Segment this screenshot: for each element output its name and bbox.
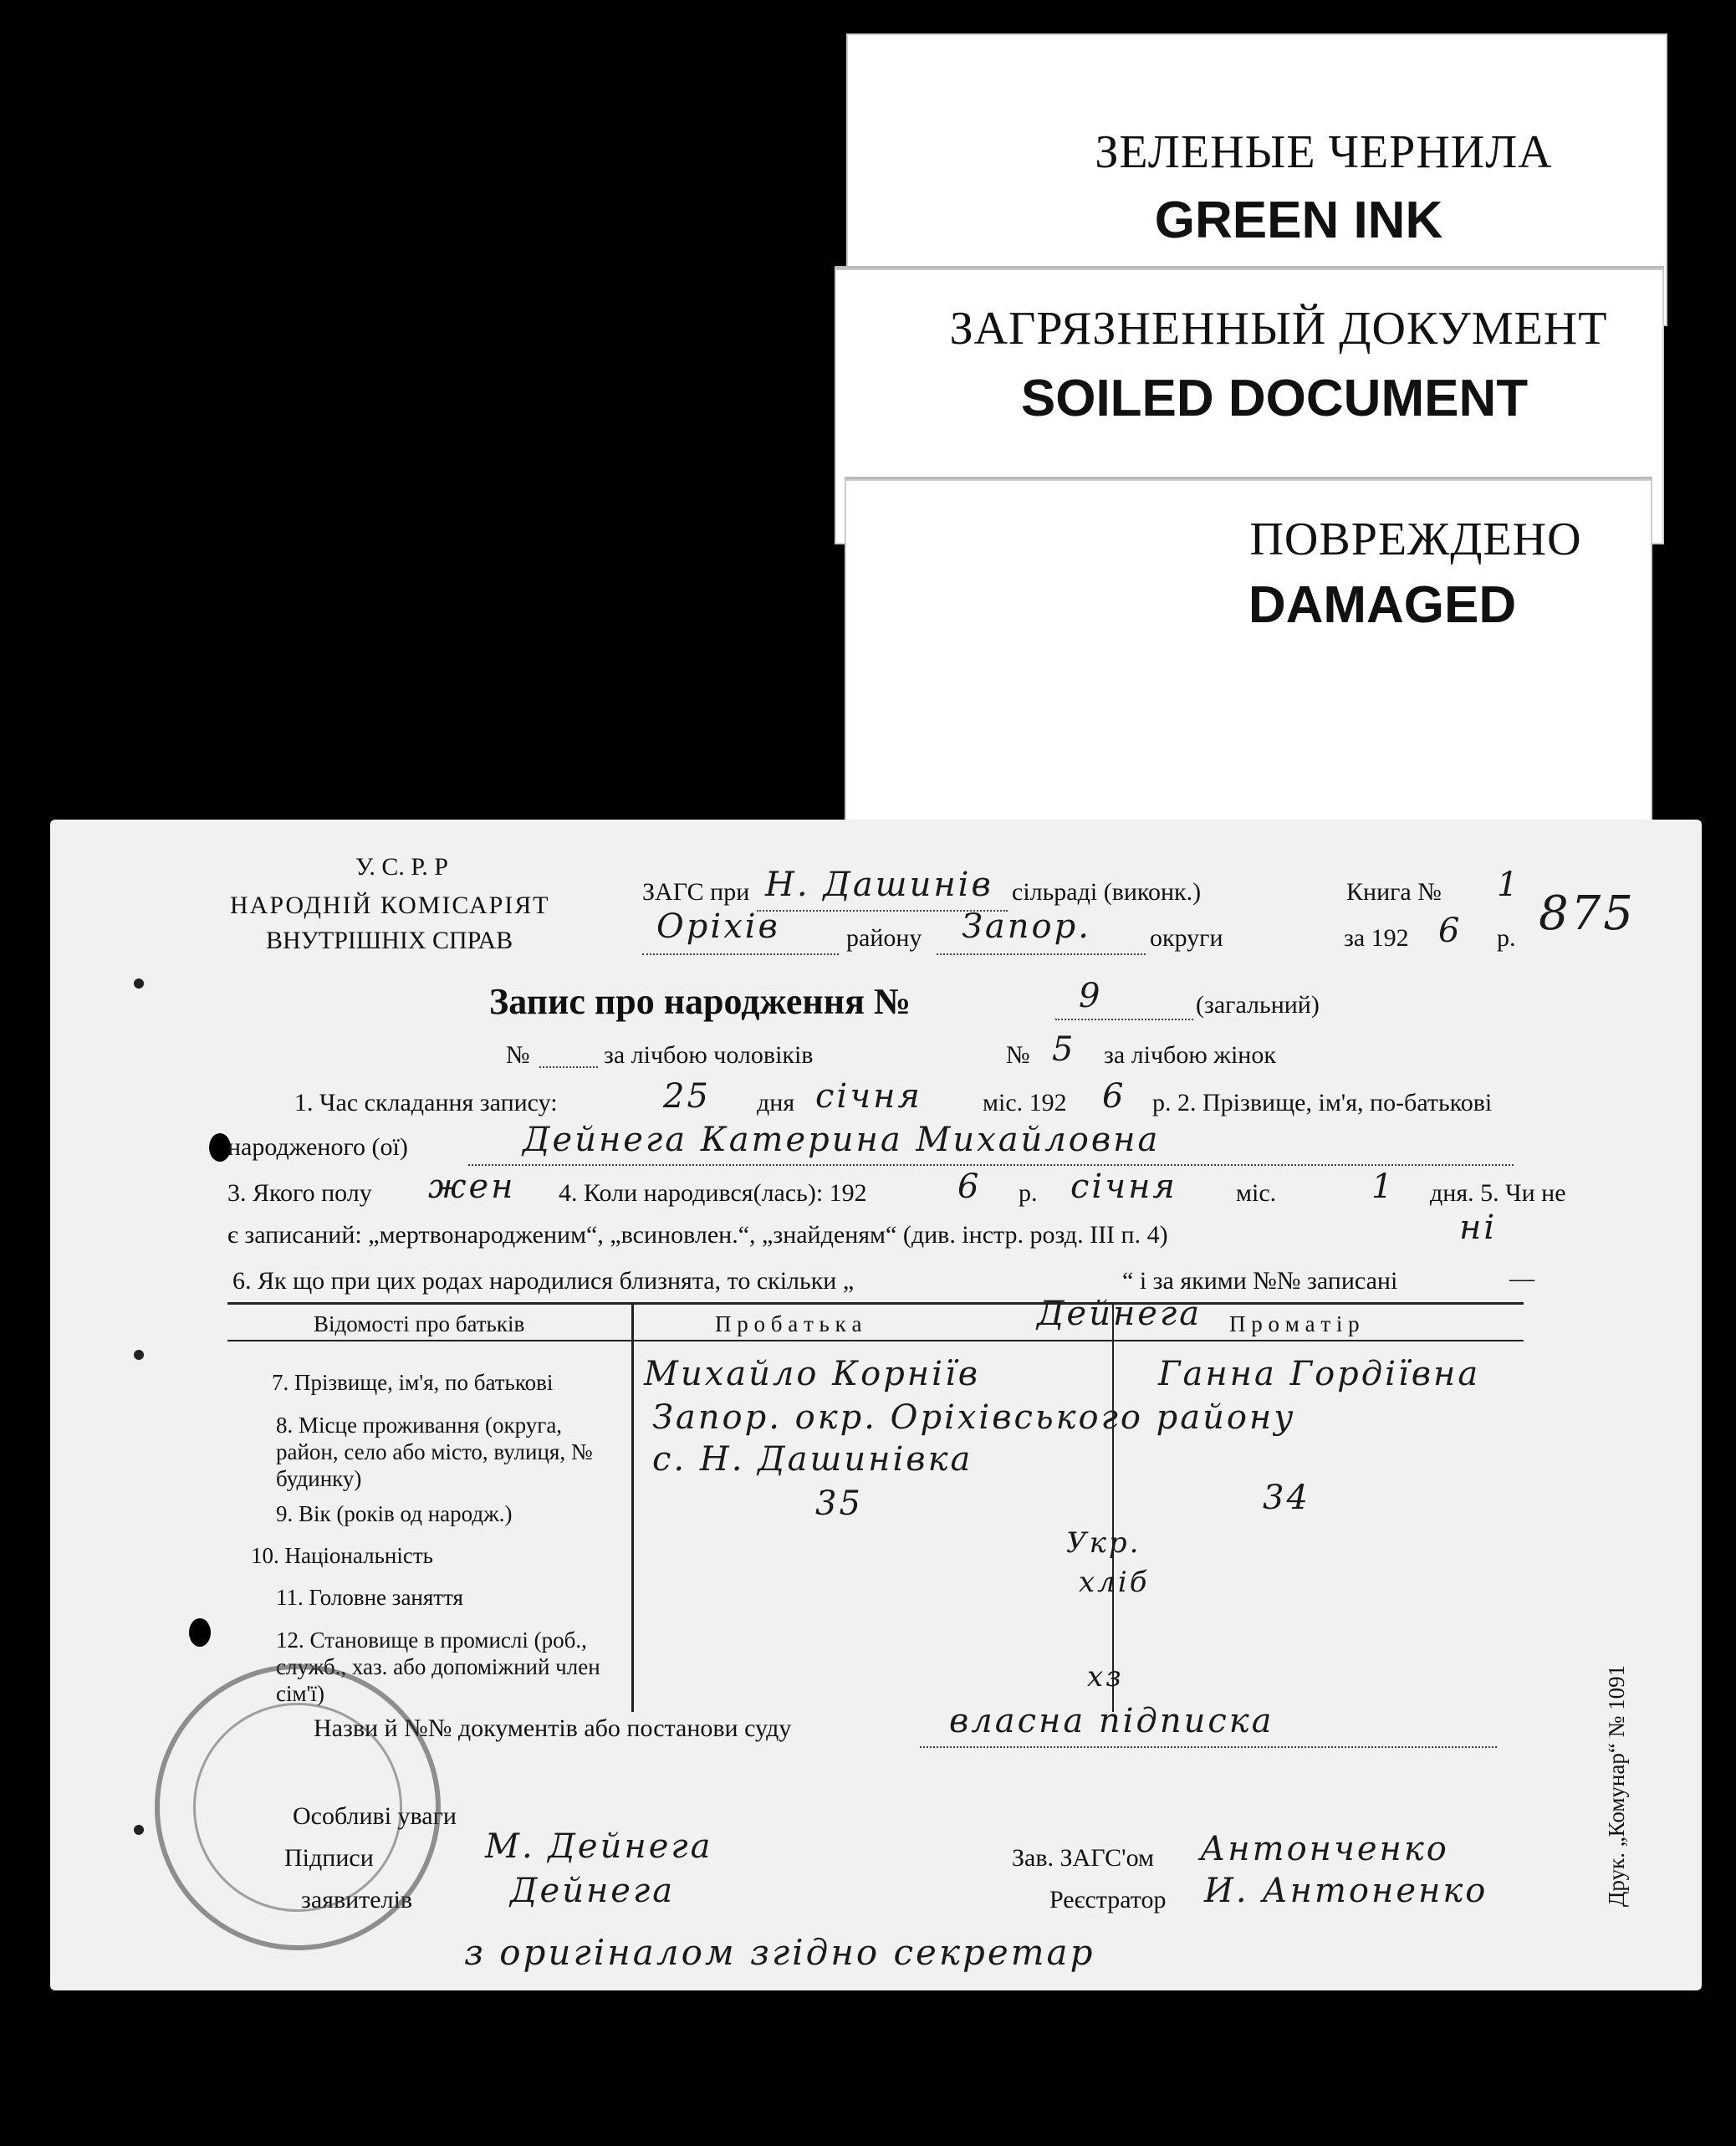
docs-value: власна підписка: [949, 1702, 1274, 1740]
year-label: за 192: [1344, 924, 1409, 952]
record-title: Запис про народження №: [489, 981, 911, 1022]
table-surname: Дейнега: [1037, 1295, 1202, 1333]
applicants-label: заявителів: [301, 1886, 413, 1914]
field5-value: ні: [1459, 1208, 1498, 1247]
field4-mis: міс.: [1236, 1179, 1277, 1207]
table-col-mother: П р о м а т і р: [1229, 1311, 1360, 1336]
registrar-label: Реєстратор: [1049, 1886, 1167, 1914]
soiled-document-ru: ЗАГРЯЗНЕННЫЙ ДОКУМЕНТ: [949, 303, 1608, 355]
green-ink-ru: ЗЕЛЕНЫЕ ЧЕРНИЛА: [1095, 126, 1553, 178]
raion-label: району: [846, 924, 922, 952]
field4-day: 1: [1371, 1168, 1396, 1206]
table-row-father: 35: [815, 1484, 863, 1523]
punch-hole-bottom: [189, 1618, 211, 1647]
special-notes-label: Особливі уваги: [293, 1802, 457, 1830]
table-divider-left: [631, 1302, 634, 1712]
field1-day: 25: [663, 1077, 711, 1116]
ministry-line-2: ВНУТРІШНІХ СПРАВ: [266, 927, 513, 954]
field1-month: січня: [815, 1077, 922, 1116]
table-row-mother: 34: [1263, 1479, 1310, 1517]
margin-dot: [134, 1350, 144, 1360]
table-row-mother: хліб: [1079, 1566, 1150, 1599]
okrug-underline: [937, 953, 1146, 955]
record-general: (загальний): [1196, 991, 1320, 1019]
table-row-label: 12. Становище в промислі (роб., служб., хаз. або допоміжний член сім'ї): [276, 1627, 600, 1706]
field6-value: —: [1509, 1265, 1534, 1292]
silradi-label: сільраді (виконк.): [1012, 878, 1202, 906]
zags-head-label: Зав. ЗАГС'ом: [1012, 1844, 1154, 1872]
district-value: Оріхів: [656, 907, 780, 946]
men-no-underline: [539, 1066, 598, 1068]
soiled-document-en: SOILED DOCUMENT: [1020, 370, 1529, 427]
table-row-mother: Ганна Гордіївна: [1158, 1355, 1481, 1393]
docs-label: Назви й №№ документів або постанови суду: [314, 1714, 792, 1742]
signature-1: М. Дейнега: [485, 1827, 713, 1866]
field5-label: дня. 5. Чи не: [1430, 1179, 1566, 1207]
field2-value: Дейнега Катерина Михайловна: [523, 1121, 1161, 1159]
margin-dot: [134, 978, 144, 989]
women-label: за лічбою жінок: [1104, 1041, 1276, 1069]
margin-dot: [134, 1825, 144, 1835]
record-number: 9: [1079, 977, 1103, 1015]
damaged-ru: ПОВРЕЖДЕНО: [1249, 514, 1582, 565]
table-row-father: Запор. окр. Оріхівського району: [652, 1398, 1296, 1437]
women-no-label: №: [1006, 1041, 1030, 1069]
men-no-label: №: [506, 1041, 530, 1069]
ministry-line-1: НАРОДНІЙ КОМІСАРІЯТ: [230, 892, 550, 919]
republic-title: У. С. Р. Р: [355, 853, 448, 881]
year-value: 6: [1438, 912, 1463, 950]
field4-label: 4. Коли народився(лась): 192: [559, 1179, 867, 1207]
table-row-father: Михайло Корніїв: [644, 1355, 981, 1393]
table-row-label: 11. Головне заняття: [276, 1585, 463, 1610]
table-top-rule: [227, 1302, 1524, 1305]
field5-line2: є записаний: „мертвонародженим“, „всиновлен.“, „знайденям“ (див. інстр. розд. III п. 4): [227, 1221, 1168, 1249]
zags-value: Н. Дашинів: [765, 866, 993, 904]
field4-year: 6: [957, 1168, 982, 1206]
field3-value: жен: [428, 1168, 516, 1206]
field6-label: 6. Як що при цих родах народилися близнята, то скільки „: [232, 1267, 855, 1295]
registrar-value: И. Антоненко: [1204, 1872, 1488, 1910]
field6-mid: “ і за якими №№ записані: [1122, 1267, 1398, 1295]
docs-underline: [920, 1746, 1497, 1748]
field1-day-suffix: дня: [757, 1089, 795, 1116]
field2-prefix: народженого (ої): [227, 1133, 408, 1161]
year-suffix: р.: [1497, 924, 1516, 952]
field1-mis: міс. 192: [983, 1089, 1067, 1116]
field2-underline: [468, 1164, 1514, 1166]
copy-note: з оригіналом згідно секретар: [464, 1932, 1095, 1973]
table-header-rule: [227, 1340, 1524, 1341]
official-seal: [155, 1664, 441, 1950]
zags-head-value: Антонченко: [1200, 1830, 1449, 1868]
field2-label: р. 2. Прізвище, ім'я, по-батькові: [1152, 1089, 1493, 1116]
green-ink-en: GREEN INK: [1154, 192, 1443, 249]
damaged-en: DAMAGED: [1248, 576, 1517, 634]
table-divider-mid: [1112, 1302, 1114, 1712]
table-row-label: 10. Національність: [251, 1543, 433, 1568]
record-number-underline: [1055, 1019, 1193, 1020]
table-row-mother: хз: [1087, 1660, 1124, 1694]
okrug-value: Запор.: [962, 907, 1091, 946]
women-value: 5: [1052, 1030, 1076, 1069]
okrug-label: округи: [1150, 924, 1223, 952]
table-col-father: П р о б а т ь к а: [715, 1311, 862, 1336]
field4-month: січня: [1070, 1168, 1177, 1206]
field3-label: 3. Якого полу: [227, 1179, 372, 1207]
table-row-label: 8. Місце проживання (округа, район, село або місто, вулиця, № будинку): [276, 1413, 593, 1491]
table-row-father: с. Н. Дашинівка: [652, 1440, 973, 1479]
field1-year: 6: [1102, 1077, 1126, 1116]
book-label: Книга №: [1346, 878, 1442, 906]
margin-number: 875: [1539, 887, 1636, 941]
field1-label: 1. Час складання запису:: [294, 1089, 558, 1116]
damaged-label: [845, 477, 1652, 822]
zags-label: ЗАГС при: [642, 878, 750, 906]
table-row-label: 7. Прізвище, ім'я, по батькові: [272, 1370, 554, 1395]
field4-r: р.: [1019, 1179, 1038, 1207]
men-label: за лічбою чоловіків: [604, 1041, 814, 1069]
signature-2: Дейнега: [510, 1872, 676, 1910]
printer-imprint: Друк. „Комунар“ № 1091: [1604, 1664, 1629, 1907]
table-col-info: Відомості про батьків: [314, 1311, 525, 1336]
table-row-label: 9. Вік (років од народж.): [276, 1501, 513, 1526]
signatures-label: Підписи: [284, 1844, 374, 1872]
table-row-mother: Укр.: [1066, 1526, 1141, 1560]
district-underline: [642, 953, 839, 955]
book-value: 1: [1497, 866, 1521, 904]
